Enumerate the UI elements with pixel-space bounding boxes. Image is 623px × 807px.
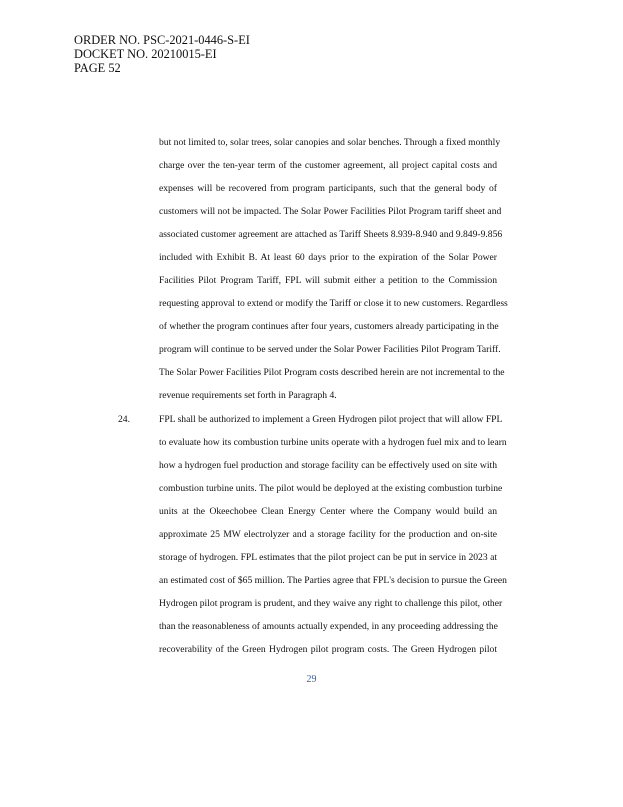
text-line: customers will not be impacted. The Solar Power Facilities Pilot Program tariff sheet and [159, 206, 502, 217]
text-line: requesting approval to extend or modify the Tariff or close it to new customers. Regardless [159, 298, 508, 309]
text-line: how a hydrogen fuel production and storage facility can be effectively used on site with [159, 460, 497, 471]
text-line: Hydrogen pilot program is prudent, and they waive any right to challenge this pilot, other [159, 598, 503, 609]
text-line: FPL shall be authorized to implement a Green Hydrogen pilot project that will allow FPL [159, 414, 503, 425]
order-number: ORDER NO. PSC-2021-0446-S-EI [74, 33, 250, 47]
document-header [74, 33, 250, 75]
text-line: expenses will be recovered from program participants, such that the general body of [159, 183, 497, 194]
text-line: recoverability of the Green Hydrogen pilot program costs. The Green Hydrogen pilot [159, 644, 497, 655]
text-line: Facilities Pilot Program Tariff, FPL will submit either a petition to the Commission [159, 275, 497, 286]
text-line: but not limited to, solar trees, solar canopies and solar benches. Through a fixed monthly [159, 137, 501, 148]
text-line: storage of hydrogen. FPL estimates that the pilot project can be put in service in 2023 at [159, 552, 497, 563]
text-line: The Solar Power Facilities Pilot Program costs described herein are not incremental to the [159, 367, 505, 378]
text-line: program will continue to be served under the Solar Power Facilities Pilot Program Tariff. [159, 344, 501, 355]
text-line: of whether the program continues after four years, customers already participating in the [159, 321, 499, 332]
text-line: revenue requirements set forth in Paragraph 4. [159, 390, 337, 401]
text-line: charge over the ten-year term of the customer agreement, all project capital costs and [159, 160, 497, 171]
text-line: associated customer agreement are attached as Tariff Sheets 8.939-8.940 and 9.849-9.856 [159, 229, 503, 240]
docket-number: DOCKET NO. 20210015-EI [74, 47, 217, 61]
text-line: an estimated cost of $65 million. The Parties agree that FPL's decision to pursue the Green [159, 575, 507, 586]
text-line: units at the Okeechobee Clean Energy Center where the Company would build an [159, 506, 497, 517]
text-line: included with Exhibit B. At least 60 days prior to the expiration of the Solar Power [159, 252, 497, 263]
text-line: to evaluate how its combustion turbine units operate with a hydrogen fuel mix and to learn [159, 437, 507, 448]
paragraph-number: 24. [118, 414, 130, 425]
page-label: PAGE 52 [74, 61, 121, 75]
text-line: combustion turbine units. The pilot would be deployed at the existing combustion turbine [159, 483, 503, 494]
text-line: than the reasonableness of amounts actually expended, in any proceeding addressing the [159, 621, 498, 632]
text-line: approximate 25 MW electrolyzer and a storage facility for the production and on-site [159, 529, 497, 540]
page-number: 29 [306, 674, 317, 685]
